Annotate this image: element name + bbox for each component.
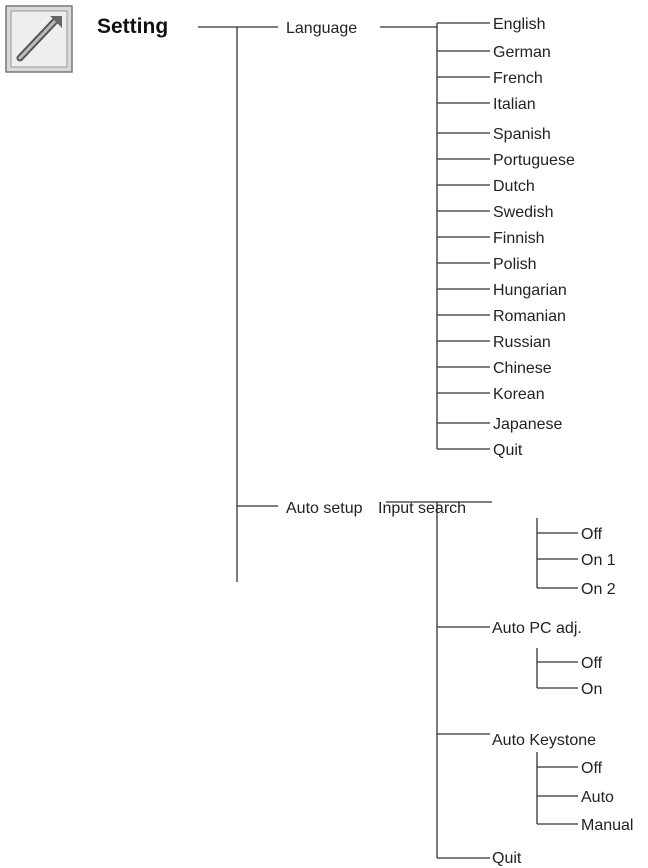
- language-option-hungarian[interactable]: Hungarian: [493, 282, 567, 299]
- language-option-italian[interactable]: Italian: [493, 96, 536, 113]
- language-option-spanish[interactable]: Spanish: [493, 126, 551, 143]
- auto-keystone-option-auto[interactable]: Auto: [581, 789, 614, 806]
- menu-item-auto-setup-quit[interactable]: Quit: [492, 850, 522, 867]
- language-option-english[interactable]: English: [493, 16, 546, 33]
- language-option-portuguese[interactable]: Portuguese: [493, 152, 575, 169]
- menu-item-auto-setup[interactable]: Auto setup: [286, 500, 363, 517]
- language-option-chinese[interactable]: Chinese: [493, 360, 552, 377]
- language-option-quit[interactable]: Quit: [493, 442, 523, 459]
- language-option-polish[interactable]: Polish: [493, 256, 537, 273]
- auto-keystone-option-manual[interactable]: Manual: [581, 817, 634, 834]
- language-option-german[interactable]: German: [493, 44, 551, 61]
- language-options: [437, 16, 575, 459]
- menu-item-language[interactable]: Language: [286, 20, 358, 37]
- wrench-screwdriver-icon: [6, 6, 72, 72]
- auto-pc-adj-option-on[interactable]: On: [581, 681, 603, 698]
- input-search-option-on-1[interactable]: On 1: [581, 552, 616, 569]
- input-search-options: [537, 526, 616, 598]
- language-option-japanese[interactable]: Japanese: [493, 416, 563, 433]
- auto-pc-adj-option-off[interactable]: Off: [581, 655, 603, 672]
- auto-keystone-options: [537, 760, 633, 834]
- connector-lines: [198, 23, 537, 858]
- menu-item-input-search[interactable]: Input search: [378, 500, 467, 517]
- auto-pc-adj-options: [537, 655, 603, 698]
- menu-item-auto-pc-adj[interactable]: Auto PC adj.: [492, 620, 582, 637]
- language-option-swedish[interactable]: Swedish: [493, 204, 554, 221]
- language-option-korean[interactable]: Korean: [493, 386, 545, 403]
- language-option-finnish[interactable]: Finnish: [493, 230, 545, 247]
- input-search-option-off[interactable]: Off: [581, 526, 603, 543]
- language-option-french[interactable]: French: [493, 70, 543, 87]
- language-option-romanian[interactable]: Romanian: [493, 308, 566, 325]
- input-search-option-on-2[interactable]: On 2: [581, 581, 616, 598]
- language-option-dutch[interactable]: Dutch: [493, 178, 535, 195]
- language-option-russian[interactable]: Russian: [493, 334, 551, 351]
- auto-keystone-option-off[interactable]: Off: [581, 760, 603, 777]
- menu-title: Setting: [97, 15, 169, 38]
- menu-item-auto-keystone[interactable]: Auto Keystone: [492, 732, 597, 749]
